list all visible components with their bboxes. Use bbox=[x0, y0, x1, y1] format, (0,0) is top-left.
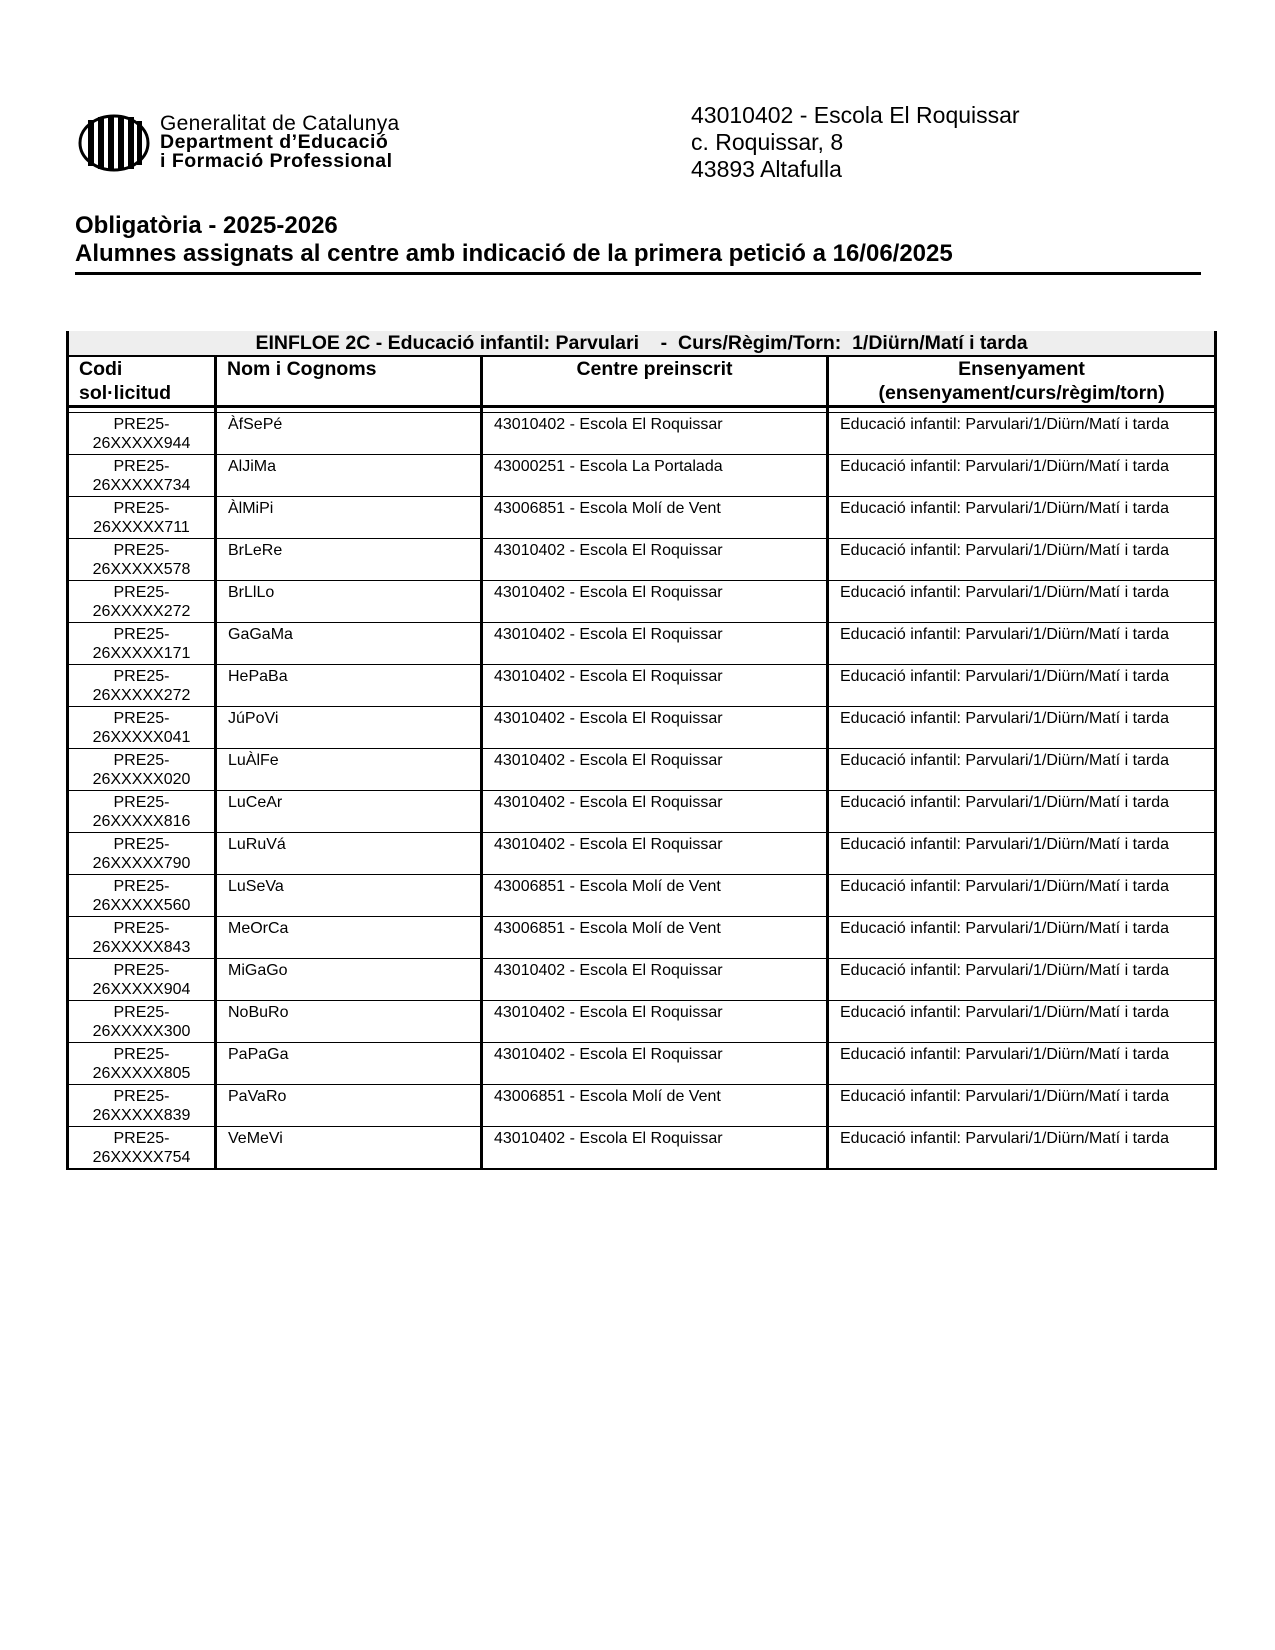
cell-code bbox=[68, 707, 216, 749]
cell-ensenyament: Educació infantil: Parvulari/1/Diürn/Matí i tarda bbox=[828, 539, 1216, 581]
cell-centre: 43010402 - Escola El Roquissar bbox=[482, 581, 828, 623]
table-row bbox=[68, 1001, 1216, 1043]
col-header-ensenyament bbox=[828, 356, 1216, 407]
cell-name: HePaBa bbox=[216, 665, 482, 707]
cell-name: LuÀlFe bbox=[216, 749, 482, 791]
code-part-2: 26XXXXX805 bbox=[92, 1065, 191, 1082]
table-row bbox=[68, 833, 1216, 875]
cell-name: GaGaMa bbox=[216, 623, 482, 665]
code-part-2: 26XXXXX843 bbox=[92, 939, 191, 956]
table-row bbox=[68, 791, 1216, 833]
org-line-1: Generalitat de Catalunya bbox=[160, 112, 400, 135]
org-line-3: i Formació Professional bbox=[160, 150, 393, 172]
cell-name: ÀlMiPi bbox=[216, 497, 482, 539]
code-part-2: 26XXXXX904 bbox=[92, 981, 191, 998]
code-part-2: 26XXXXX734 bbox=[92, 477, 191, 494]
title-line-2: Alumnes assignats al centre amb indicació de la primera petició a 16/06/2025 bbox=[75, 240, 953, 267]
code-part-2: 26XXXXX272 bbox=[92, 603, 191, 620]
code-part-1: PRE25- bbox=[113, 836, 170, 853]
school-address bbox=[691, 102, 1020, 183]
cell-name: MiGaGo bbox=[216, 959, 482, 1001]
cell-code bbox=[68, 581, 216, 623]
table-row bbox=[68, 1085, 1216, 1127]
cell-code bbox=[68, 833, 216, 875]
code-part-2: 26XXXXX272 bbox=[92, 687, 191, 704]
cell-ensenyament: Educació infantil: Parvulari/1/Diürn/Matí i tarda bbox=[828, 749, 1216, 791]
code-part-1: PRE25- bbox=[113, 962, 170, 979]
cell-code bbox=[68, 413, 216, 455]
cell-ensenyament: Educació infantil: Parvulari/1/Diürn/Matí i tarda bbox=[828, 413, 1216, 455]
cell-centre: 43006851 - Escola Molí de Vent bbox=[482, 875, 828, 917]
cell-name: PaPaGa bbox=[216, 1043, 482, 1085]
code-part-2: 26XXXXX020 bbox=[92, 771, 191, 788]
code-part-2: 26XXXXX944 bbox=[92, 435, 191, 452]
cell-centre: 43006851 - Escola Molí de Vent bbox=[482, 917, 828, 959]
code-part-1: PRE25- bbox=[113, 1088, 170, 1105]
cell-ensenyament: Educació infantil: Parvulari/1/Diürn/Matí i tarda bbox=[828, 1001, 1216, 1043]
cell-code bbox=[68, 875, 216, 917]
cell-ensenyament: Educació infantil: Parvulari/1/Diürn/Matí i tarda bbox=[828, 875, 1216, 917]
cell-ensenyament: Educació infantil: Parvulari/1/Diürn/Matí i tarda bbox=[828, 1085, 1216, 1127]
cell-name: LuSeVa bbox=[216, 875, 482, 917]
cell-centre: 43010402 - Escola El Roquissar bbox=[482, 623, 828, 665]
cell-centre: 43010402 - Escola El Roquissar bbox=[482, 707, 828, 749]
code-part-1: PRE25- bbox=[113, 1130, 170, 1147]
cell-ensenyament: Educació infantil: Parvulari/1/Diürn/Matí i tarda bbox=[828, 623, 1216, 665]
col-header-name: Nom i Cognoms bbox=[216, 356, 482, 407]
table-row bbox=[68, 581, 1216, 623]
code-part-1: PRE25- bbox=[113, 794, 170, 811]
code-part-1: PRE25- bbox=[113, 542, 170, 559]
code-part-1: PRE25- bbox=[113, 878, 170, 895]
cell-code bbox=[68, 959, 216, 1001]
school-street: c. Roquissar, 8 bbox=[691, 129, 844, 155]
cell-name: BrLeRe bbox=[216, 539, 482, 581]
table-row bbox=[68, 623, 1216, 665]
generalitat-emblem-icon bbox=[78, 114, 150, 172]
code-part-2: 26XXXXX816 bbox=[92, 813, 191, 830]
cell-code bbox=[68, 665, 216, 707]
cell-name: AlJiMa bbox=[216, 455, 482, 497]
code-part-1: PRE25- bbox=[113, 1004, 170, 1021]
cell-name: LuRuVá bbox=[216, 833, 482, 875]
cell-code bbox=[68, 1043, 216, 1085]
cell-centre: 43006851 - Escola Molí de Vent bbox=[482, 497, 828, 539]
cell-name: ÀfSePé bbox=[216, 413, 482, 455]
cell-code bbox=[68, 1085, 216, 1127]
code-part-2: 26XXXXX578 bbox=[92, 561, 191, 578]
code-part-2: 26XXXXX171 bbox=[92, 645, 191, 662]
table-row bbox=[68, 875, 1216, 917]
table-row bbox=[68, 413, 1216, 455]
code-part-1: PRE25- bbox=[113, 584, 170, 601]
cell-centre: 43010402 - Escola El Roquissar bbox=[482, 833, 828, 875]
table-row bbox=[68, 455, 1216, 497]
cell-ensenyament: Educació infantil: Parvulari/1/Diürn/Matí i tarda bbox=[828, 1043, 1216, 1085]
cell-name: VeMeVi bbox=[216, 1127, 482, 1170]
students-table bbox=[66, 331, 1217, 1170]
col-header-code-line1: Codi bbox=[79, 358, 123, 380]
cell-code bbox=[68, 623, 216, 665]
cell-ensenyament: Educació infantil: Parvulari/1/Diürn/Matí i tarda bbox=[828, 791, 1216, 833]
code-part-1: PRE25- bbox=[113, 458, 170, 475]
code-part-1: PRE25- bbox=[113, 1046, 170, 1063]
code-part-2: 26XXXXX041 bbox=[92, 729, 191, 746]
code-part-1: PRE25- bbox=[113, 752, 170, 769]
col-header-ens-line2: (ensenyament/curs/règim/torn) bbox=[878, 382, 1165, 404]
cell-centre: 43010402 - Escola El Roquissar bbox=[482, 1001, 828, 1043]
code-part-1: PRE25- bbox=[113, 668, 170, 685]
col-header-ens-line1: Ensenyament bbox=[958, 358, 1085, 380]
code-part-2: 26XXXXX754 bbox=[92, 1149, 191, 1166]
cell-centre: 43010402 - Escola El Roquissar bbox=[482, 539, 828, 581]
cell-name: NoBuRo bbox=[216, 1001, 482, 1043]
code-part-1: PRE25- bbox=[113, 920, 170, 937]
cell-code bbox=[68, 455, 216, 497]
cell-name: MeOrCa bbox=[216, 917, 482, 959]
cell-centre: 43010402 - Escola El Roquissar bbox=[482, 665, 828, 707]
table-row bbox=[68, 749, 1216, 791]
table-row bbox=[68, 539, 1216, 581]
title-line-1: Obligatòria - 2025-2026 bbox=[75, 212, 338, 239]
code-part-1: PRE25- bbox=[113, 500, 170, 517]
table-row bbox=[68, 959, 1216, 1001]
cell-code bbox=[68, 1001, 216, 1043]
cell-code bbox=[68, 1127, 216, 1170]
cell-centre: 43010402 - Escola El Roquissar bbox=[482, 959, 828, 1001]
cell-name: BrLlLo bbox=[216, 581, 482, 623]
table-row bbox=[68, 665, 1216, 707]
code-part-2: 26XXXXX839 bbox=[92, 1107, 191, 1124]
cell-centre: 43006851 - Escola Molí de Vent bbox=[482, 1085, 828, 1127]
cell-ensenyament: Educació infantil: Parvulari/1/Diürn/Matí i tarda bbox=[828, 665, 1216, 707]
code-part-2: 26XXXXX560 bbox=[92, 897, 191, 914]
col-header-centre: Centre preinscrit bbox=[482, 356, 828, 407]
col-header-code-line2: sol·licitud bbox=[79, 382, 172, 404]
code-part-2: 26XXXXX300 bbox=[92, 1023, 191, 1040]
org-line-2: Department d’Educació bbox=[160, 131, 389, 153]
cell-centre: 43010402 - Escola El Roquissar bbox=[482, 1127, 828, 1170]
table-caption: EINFLOE 2C - Educació infantil: Parvulari - Curs/Règim/Torn: 1/Diürn/Matí i tarda bbox=[68, 331, 1216, 356]
cell-ensenyament: Educació infantil: Parvulari/1/Diürn/Matí i tarda bbox=[828, 581, 1216, 623]
cell-name: PaVaRo bbox=[216, 1085, 482, 1127]
cell-code bbox=[68, 749, 216, 791]
cell-code bbox=[68, 539, 216, 581]
code-part-1: PRE25- bbox=[113, 416, 170, 433]
col-header-code bbox=[68, 356, 216, 407]
cell-ensenyament: Educació infantil: Parvulari/1/Diürn/Matí i tarda bbox=[828, 959, 1216, 1001]
cell-code bbox=[68, 917, 216, 959]
school-name: 43010402 - Escola El Roquissar bbox=[691, 102, 1020, 128]
table-row bbox=[68, 497, 1216, 539]
table-row bbox=[68, 917, 1216, 959]
document-title bbox=[75, 212, 1201, 275]
organization-name bbox=[160, 114, 400, 171]
cell-code bbox=[68, 791, 216, 833]
code-part-2: 26XXXXX790 bbox=[92, 855, 191, 872]
cell-ensenyament: Educació infantil: Parvulari/1/Diürn/Matí i tarda bbox=[828, 455, 1216, 497]
cell-centre: 43010402 - Escola El Roquissar bbox=[482, 413, 828, 455]
table-row bbox=[68, 707, 1216, 749]
cell-name: JúPoVi bbox=[216, 707, 482, 749]
cell-code bbox=[68, 497, 216, 539]
cell-ensenyament: Educació infantil: Parvulari/1/Diürn/Matí i tarda bbox=[828, 917, 1216, 959]
cell-ensenyament: Educació infantil: Parvulari/1/Diürn/Matí i tarda bbox=[828, 497, 1216, 539]
generalitat-logo bbox=[78, 114, 498, 174]
cell-centre: 43010402 - Escola El Roquissar bbox=[482, 791, 828, 833]
school-city: 43893 Altafulla bbox=[691, 156, 842, 182]
cell-ensenyament: Educació infantil: Parvulari/1/Diürn/Matí i tarda bbox=[828, 707, 1216, 749]
code-part-2: 26XXXXX711 bbox=[93, 519, 190, 536]
cell-centre: 43000251 - Escola La Portalada bbox=[482, 455, 828, 497]
cell-centre: 43010402 - Escola El Roquissar bbox=[482, 1043, 828, 1085]
cell-ensenyament: Educació infantil: Parvulari/1/Diürn/Matí i tarda bbox=[828, 833, 1216, 875]
cell-ensenyament: Educació infantil: Parvulari/1/Diürn/Matí i tarda bbox=[828, 1127, 1216, 1170]
cell-centre: 43010402 - Escola El Roquissar bbox=[482, 749, 828, 791]
code-part-1: PRE25- bbox=[113, 626, 170, 643]
table-row bbox=[68, 1127, 1216, 1170]
table-row bbox=[68, 1043, 1216, 1085]
cell-name: LuCeAr bbox=[216, 791, 482, 833]
code-part-1: PRE25- bbox=[113, 710, 170, 727]
